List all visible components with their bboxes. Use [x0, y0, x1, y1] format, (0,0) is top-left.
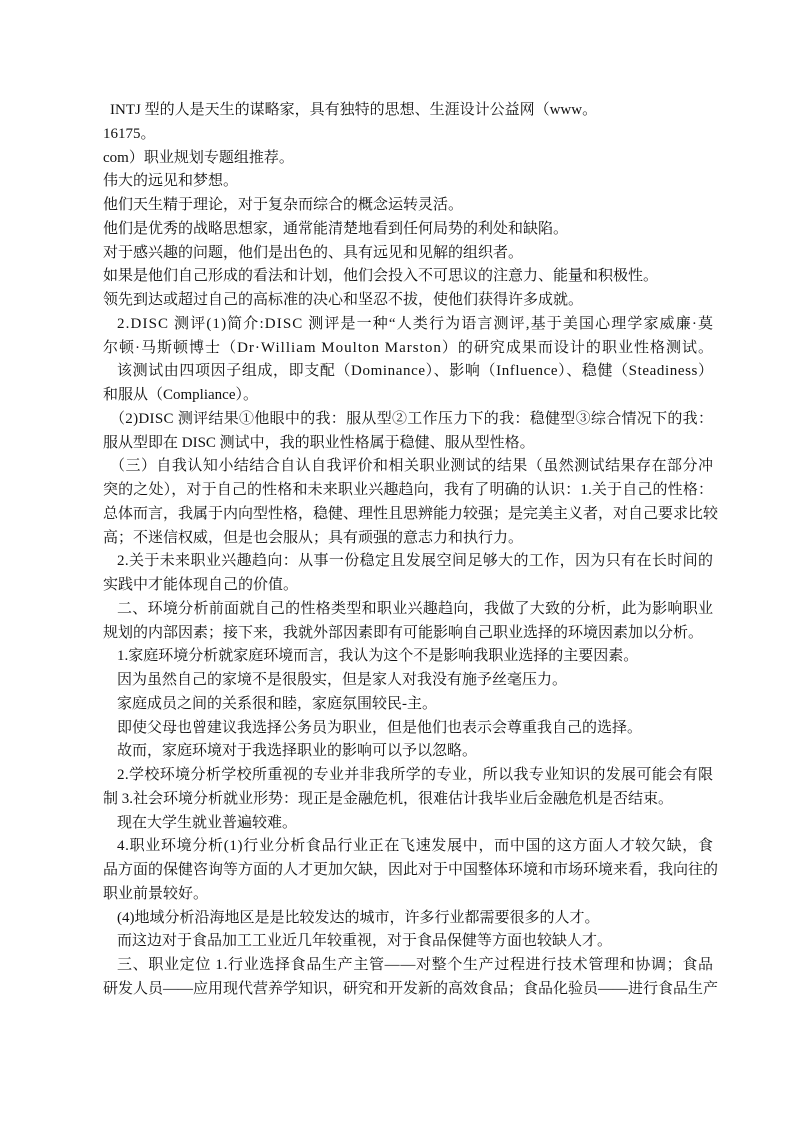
text-line: 如果是他们自己形成的看法和计划，他们会投入不可思议的注意力、能量和积极性。 [103, 268, 659, 285]
text-line: 伟大的远见和梦想。 [103, 173, 239, 190]
text-line: 二、环境分析前面就自己的性格类型和职业兴趣趋向，我做了大致的分析，此为影响职业 [117, 600, 714, 617]
text-line: 制 3.社会环境分析就业形势：现正是金融危机，很难估计我毕业后金融危机是否结束。 [103, 790, 674, 807]
text-line: 职业前景较好。 [103, 885, 209, 902]
text-line: 而这边对于食品加工工业近几年较重视，对于食品保健等方面也较缺人才。 [117, 933, 613, 950]
text-line: （2)DISC 测评结果①他眼中的我：服从型②工作压力下的我：稳健型③综合情况下的我： [110, 410, 714, 427]
text-line: 高；不迷信权威，但是也会服从；具有顽强的意志力和执行力。 [103, 529, 524, 546]
text-line: 三、职业定位 1.行业选择食品生产主管——对整个生产过程进行技术管理和协调；食品 [117, 957, 714, 973]
text-line: 领先到达或超过自己的高标准的决心和坚忍不拔，使他们获得许多成就。 [103, 292, 584, 308]
text-line: 对于感兴趣的问题，他们是出色的、具有远见和见解的组织者。 [103, 244, 524, 261]
text-line: 1.家庭环境分析就家庭环境而言，我认为这个不是影响我职业选择的主要因素。 [117, 648, 639, 665]
text-line: 品方面的保健咨询等方面的人才更加欠缺，因此对于中国整体环境和市场环境来看，我向往的 [103, 862, 719, 878]
text-line: com）职业规划专题组推荐。 [103, 149, 294, 166]
text-line: 故而，家庭环境对于我选择职业的影响可以予以忽略。 [117, 743, 478, 760]
text-line: 该测试由四项因子组成，即支配（Dominance）、影响（Influence）、稳健（Steadiness） [117, 363, 714, 380]
text-line: 实践中才能体现自己的价值。 [103, 577, 299, 593]
text-line: 家庭成员之间的关系很和睦，家庭氛围较民-主。 [117, 695, 437, 712]
text-line: 总体而言，我属于内向型性格，稳健、理性且思辨能力较强；是完美主义者，对自己要求比较 [103, 505, 719, 522]
text-line: 因为虽然自己的家境不是很殷实，但是家人对我没有施予丝毫压力。 [117, 672, 568, 688]
text-line: (4)地域分析沿海地区是是比较发达的城市，许多行业都需要很多的人才。 [117, 909, 600, 926]
text-line: 他们是优秀的战略思想家，通常能清楚地看到任何局势的利处和缺陷。 [103, 220, 569, 237]
text-line: 16175。 [103, 125, 156, 142]
text-line: 2.DISC 测评(1)简介:DISC 测评是一种“人类行为语言测评,基于美国心理学家威廉·莫 [117, 315, 715, 332]
text-line: （三）自我认知小结结合自认自我评价和相关职业测试的结果（虽然测试结果存在部分冲 [110, 458, 714, 475]
text-line: 4.职业环境分析(1)行业分析食品行业正在飞速发展中，而中国的这方面人才较欠缺，食 [117, 838, 714, 855]
text-line: 即使父母也曾建议我选择公务员为职业，但是他们也表示会尊重我自己的选择。 [117, 719, 643, 736]
text-line: 现在大学生就业普遍较难。 [117, 814, 298, 831]
text-line: 尔顿·马斯顿博士（Dr·William Moulton Marston）的研究成果而设计的职业性格测试。 [103, 339, 715, 356]
text-line: 服从型即在 DISC 测试中，我的职业性格属于稳健、服从型性格。 [103, 434, 535, 451]
text-line: 2.关于未来职业兴趣趋向：从事一份稳定且发展空间足够大的工作，因为只有在长时间的 [117, 553, 714, 570]
text-line: 规划的内部因素；接下来，我就外部因素即有可能影响自己职业选择的环境因素加以分析。 [103, 624, 704, 641]
text-line: 他们天生精于理论，对于复杂而综合的概念运转灵活。 [103, 197, 464, 213]
text-line: 2.学校环境分析学校所重视的专业并非我所学的专业，所以我专业知识的发展可能会有限 [117, 767, 714, 783]
text-line: 和服从（Compliance）。 [103, 387, 258, 403]
text-line: 突的之处），对于自己的性格和未来职业兴趣趋向，我有了明确的认识：1.关于自己的性格： [103, 482, 714, 498]
text-line: INTJ 型的人是天生的谋略家，具有独特的思想、生涯设计公益网（www。 [110, 102, 598, 118]
text-line: 研发人员——应用现代营养学知识，研究和开发新的高效食品；食品化验员——进行食品生产 [103, 980, 719, 997]
